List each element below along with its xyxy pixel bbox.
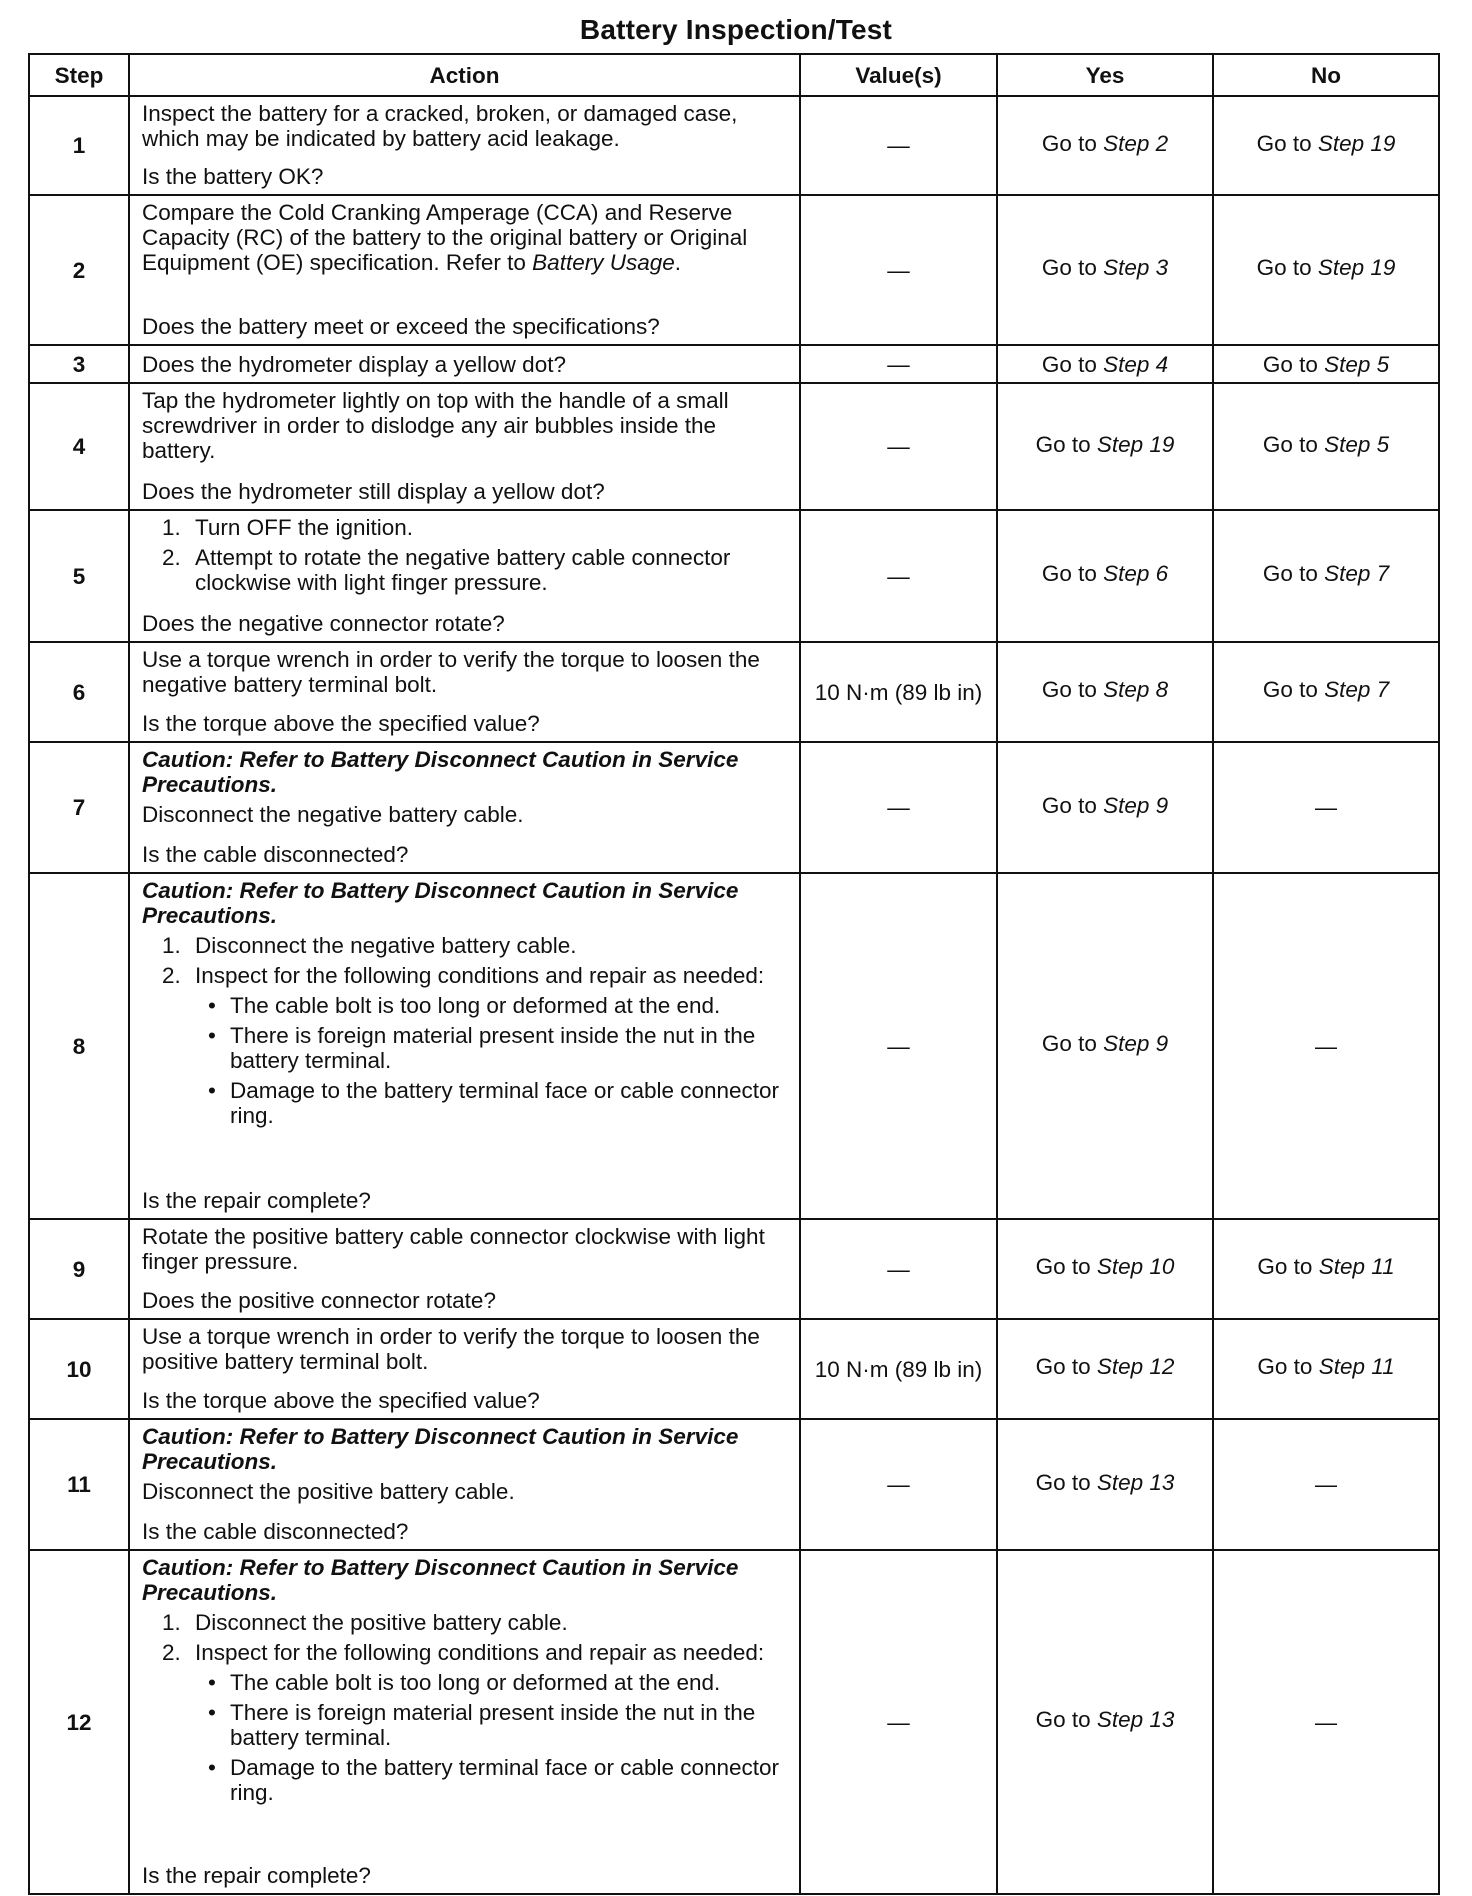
numbered-step bbox=[142, 1640, 789, 1665]
value-cell: — bbox=[800, 1550, 997, 1894]
value-cell: — bbox=[800, 1419, 997, 1550]
goto-prefix: Go to bbox=[1035, 431, 1091, 457]
goto-yes-link[interactable] bbox=[1036, 1254, 1175, 1284]
bullet-item bbox=[142, 1700, 789, 1750]
goto-no-link[interactable] bbox=[1263, 432, 1389, 462]
action-content bbox=[130, 643, 799, 741]
action-content bbox=[130, 874, 799, 1218]
step-number: 5 bbox=[29, 510, 129, 642]
numbered-step-text: Inspect for the following conditions and repair as needed: bbox=[195, 963, 765, 988]
instruction-text-body: Inspect the battery for a cracked, broken, or damaged case, which may be indicated by battery acid leakage. bbox=[142, 101, 738, 151]
goto-prefix: Go to bbox=[1041, 792, 1097, 818]
bullet-item-text: There is foreign material present inside the nut in the battery terminal. bbox=[230, 1023, 756, 1073]
caution-note: Caution: Refer to Battery Disconnect Caution in Service Precautions. bbox=[142, 1555, 739, 1605]
goto-prefix: Go to bbox=[1262, 431, 1318, 457]
yes-cell bbox=[997, 1319, 1213, 1419]
bullet-icon: • bbox=[208, 993, 216, 1018]
table-row bbox=[29, 742, 1439, 873]
instruction-text-end: . bbox=[674, 250, 682, 275]
action-cell bbox=[129, 873, 800, 1219]
goto-yes-link[interactable] bbox=[1042, 677, 1168, 707]
yes-cell bbox=[997, 1219, 1213, 1319]
numbered-step-text: Turn OFF the ignition. bbox=[195, 515, 414, 540]
question-text: Does the positive connector rotate? bbox=[142, 1288, 496, 1313]
goto-no-link[interactable] bbox=[1257, 131, 1396, 161]
goto-prefix: Go to bbox=[1041, 130, 1097, 156]
table-row bbox=[29, 345, 1439, 383]
action-content bbox=[130, 1551, 799, 1893]
no-cell bbox=[1213, 345, 1439, 383]
action-content bbox=[130, 384, 799, 509]
action-cell bbox=[129, 96, 800, 195]
no-cell bbox=[1213, 96, 1439, 195]
goto-prefix: Go to bbox=[1041, 677, 1097, 702]
action-cell bbox=[129, 510, 800, 642]
question-text: Does the battery meet or exceed the specifications? bbox=[142, 314, 660, 339]
goto-step-ref: Step 4 bbox=[1103, 351, 1169, 377]
column-header-values: Value(s) bbox=[800, 54, 997, 96]
bullet-item bbox=[142, 1755, 789, 1805]
bullet-item bbox=[142, 993, 789, 1018]
instruction-text-body: Disconnect the positive battery cable. bbox=[142, 1479, 515, 1504]
step-number: 4 bbox=[29, 383, 129, 510]
action-instructions bbox=[142, 200, 789, 275]
goto-step-ref: Step 6 bbox=[1103, 561, 1169, 586]
step-number: 7 bbox=[29, 742, 129, 873]
table-row bbox=[29, 1219, 1439, 1319]
goto-prefix: Go to bbox=[1256, 130, 1312, 156]
question-text: Does the hydrometer still display a yellow dot? bbox=[142, 479, 605, 504]
instruction-text-body: Tap the hydrometer lightly on top with the handle of a small screwdriver in order to dislodge any air bubbles inside the battery. bbox=[142, 388, 729, 463]
question-text: Is the torque above the specified value? bbox=[142, 711, 540, 736]
goto-prefix: Go to bbox=[1262, 561, 1318, 586]
instruction-text bbox=[142, 1324, 789, 1374]
goto-yes-link[interactable] bbox=[1042, 352, 1168, 377]
table-header-row bbox=[29, 54, 1439, 96]
goto-step-ref: Step 10 bbox=[1096, 1254, 1175, 1279]
caution-note: Caution: Refer to Battery Disconnect Caution in Service Precautions. bbox=[142, 747, 739, 797]
action-content bbox=[130, 1320, 799, 1418]
no-cell bbox=[1213, 642, 1439, 742]
caution-note: Caution: Refer to Battery Disconnect Caution in Service Precautions. bbox=[142, 878, 739, 928]
value-cell: — bbox=[800, 345, 997, 383]
goto-step-ref: Step 13 bbox=[1096, 1707, 1175, 1732]
no-cell bbox=[1213, 1419, 1439, 1550]
no-cell bbox=[1213, 383, 1439, 510]
table-row bbox=[29, 1319, 1439, 1419]
action-cell bbox=[129, 1219, 800, 1319]
question-text: Does the hydrometer display a yellow dot? bbox=[142, 351, 566, 377]
instruction-text bbox=[142, 388, 789, 463]
question-text: Is the battery OK? bbox=[142, 164, 324, 189]
yes-cell bbox=[997, 195, 1213, 345]
action-content bbox=[130, 196, 799, 344]
goto-yes-link[interactable] bbox=[1036, 1707, 1175, 1737]
goto-no-link[interactable] bbox=[1263, 677, 1389, 707]
yes-cell bbox=[997, 642, 1213, 742]
column-header-yes: Yes bbox=[997, 54, 1213, 96]
goto-yes-link[interactable] bbox=[1042, 561, 1168, 591]
column-header-action: Action bbox=[129, 54, 800, 96]
goto-prefix: Go to bbox=[1035, 1469, 1091, 1495]
caution-note: Caution: Refer to Battery Disconnect Caution in Service Precautions. bbox=[142, 1424, 739, 1474]
bullet-item-text: Damage to the battery terminal face or cable connector ring. bbox=[230, 1755, 780, 1805]
action-instructions bbox=[142, 388, 789, 463]
yes-cell bbox=[997, 383, 1213, 510]
instruction-text bbox=[142, 101, 789, 151]
action-content bbox=[130, 1420, 799, 1549]
goto-step-ref: Step 13 bbox=[1096, 1469, 1175, 1495]
value-cell: 10 N·m (89 lb in) bbox=[800, 642, 997, 742]
step-number: 11 bbox=[29, 1419, 129, 1550]
bullet-item-text: The cable bolt is too long or deformed at the end. bbox=[230, 1670, 721, 1695]
goto-prefix: Go to bbox=[1035, 1254, 1091, 1279]
goto-step-ref: Step 19 bbox=[1096, 431, 1175, 457]
yes-cell bbox=[997, 1419, 1213, 1550]
numbered-step bbox=[142, 515, 789, 540]
value-cell: — bbox=[800, 96, 997, 195]
yes-cell bbox=[997, 873, 1213, 1219]
no-cell bbox=[1213, 1550, 1439, 1894]
value-cell: — bbox=[800, 383, 997, 510]
action-instructions bbox=[142, 747, 789, 827]
goto-yes-link[interactable] bbox=[1042, 255, 1168, 285]
no-dash: — bbox=[1315, 1033, 1337, 1059]
action-cell bbox=[129, 383, 800, 510]
goto-no-link[interactable] bbox=[1263, 561, 1389, 591]
value-cell: — bbox=[800, 1219, 997, 1319]
action-instructions bbox=[142, 1324, 789, 1374]
action-cell bbox=[129, 345, 800, 383]
action-content bbox=[130, 1220, 799, 1318]
action-content bbox=[130, 97, 799, 194]
goto-yes-link[interactable] bbox=[1042, 1031, 1168, 1061]
numbered-step bbox=[142, 963, 789, 988]
bullet-item-text: There is foreign material present inside the nut in the battery terminal. bbox=[230, 1700, 756, 1750]
instruction-text bbox=[142, 647, 789, 697]
action-instructions bbox=[142, 515, 789, 595]
value-cell: — bbox=[800, 742, 997, 873]
goto-no-link[interactable] bbox=[1257, 1254, 1394, 1284]
instruction-text-body: Use a torque wrench in order to verify the torque to loosen the positive battery terminal bolt. bbox=[142, 1324, 760, 1374]
step-number-label: 1. bbox=[162, 515, 181, 540]
goto-step-ref: Step 3 bbox=[1103, 255, 1169, 280]
goto-step-ref: Step 9 bbox=[1103, 792, 1169, 818]
instruction-text-body: Disconnect the negative battery cable. bbox=[142, 802, 524, 827]
goto-step-ref: Step 19 bbox=[1317, 255, 1396, 280]
numbered-step bbox=[142, 1610, 789, 1635]
goto-yes-link[interactable] bbox=[1036, 432, 1175, 462]
goto-step-ref: Step 11 bbox=[1318, 1254, 1395, 1279]
page-title: Battery Inspection/Test bbox=[579, 14, 893, 45]
battery-test-table bbox=[28, 53, 1440, 1895]
goto-step-ref: Step 7 bbox=[1324, 561, 1390, 586]
action-instructions bbox=[142, 1224, 789, 1274]
goto-step-ref: Step 11 bbox=[1318, 1354, 1395, 1379]
step-number: 3 bbox=[29, 345, 129, 383]
goto-prefix: Go to bbox=[1035, 1354, 1091, 1379]
goto-yes-link[interactable] bbox=[1036, 1470, 1175, 1500]
action-instructions bbox=[142, 1424, 789, 1504]
goto-no-link[interactable] bbox=[1257, 1354, 1394, 1384]
table-row bbox=[29, 383, 1439, 510]
value-cell: — bbox=[800, 510, 997, 642]
instruction-text bbox=[142, 1479, 789, 1504]
goto-prefix: Go to bbox=[1035, 1707, 1091, 1732]
goto-prefix: Go to bbox=[1262, 677, 1318, 702]
goto-step-ref: Step 7 bbox=[1324, 677, 1390, 702]
step-number: 9 bbox=[29, 1219, 129, 1319]
step-number-label: 2. bbox=[162, 545, 181, 570]
numbered-step bbox=[142, 545, 789, 595]
numbered-step-text: Disconnect the negative battery cable. bbox=[195, 933, 577, 958]
question-text: Does the negative connector rotate? bbox=[142, 611, 505, 636]
value-cell: 10 N·m (89 lb in) bbox=[800, 1319, 997, 1419]
question-text: Is the torque above the specified value? bbox=[142, 1388, 540, 1413]
reference-link: Battery Usage bbox=[532, 250, 675, 275]
question-text: Is the repair complete? bbox=[142, 1863, 371, 1888]
bullet-icon: • bbox=[208, 1078, 216, 1103]
instruction-text-body: Compare the Cold Cranking Amperage (CCA) and Reserve Capacity (RC) of the battery to the original battery or Original Equipment (OE) specification. Refer to bbox=[142, 200, 748, 275]
action-instructions bbox=[142, 101, 789, 151]
action-cell bbox=[129, 1419, 800, 1550]
table-row bbox=[29, 873, 1439, 1219]
goto-no-link[interactable] bbox=[1263, 352, 1389, 377]
action-cell bbox=[129, 195, 800, 345]
action-cell bbox=[129, 1550, 800, 1894]
yes-cell bbox=[997, 510, 1213, 642]
bullet-item bbox=[142, 1023, 789, 1073]
table-row bbox=[29, 510, 1439, 642]
yes-cell bbox=[997, 345, 1213, 383]
value-cell: — bbox=[800, 195, 997, 345]
goto-prefix: Go to bbox=[1256, 255, 1312, 280]
action-instructions bbox=[142, 647, 789, 697]
action-content bbox=[130, 511, 799, 641]
goto-prefix: Go to bbox=[1041, 1031, 1097, 1056]
table-row bbox=[29, 96, 1439, 195]
goto-no-link[interactable] bbox=[1257, 255, 1396, 285]
instruction-text bbox=[142, 200, 789, 275]
no-dash: — bbox=[1315, 1472, 1337, 1497]
bullet-icon: • bbox=[208, 1700, 216, 1725]
yes-cell bbox=[997, 1550, 1213, 1894]
question-text: Is the cable disconnected? bbox=[142, 842, 409, 867]
yes-cell bbox=[997, 742, 1213, 873]
step-number: 8 bbox=[29, 873, 129, 1219]
bullet-item bbox=[142, 1670, 789, 1695]
step-number-label: 2. bbox=[162, 963, 181, 988]
instruction-text-body: Use a torque wrench in order to verify the torque to loosen the negative battery terminal bolt. bbox=[142, 647, 760, 697]
numbered-step-text: Attempt to rotate the negative battery cable connector clockwise with light finger pressure. bbox=[195, 545, 731, 595]
goto-prefix: Go to bbox=[1041, 561, 1097, 586]
goto-step-ref: Step 9 bbox=[1103, 1031, 1169, 1056]
goto-step-ref: Step 5 bbox=[1324, 431, 1390, 457]
step-number: 1 bbox=[29, 96, 129, 195]
goto-step-ref: Step 2 bbox=[1103, 130, 1169, 156]
goto-prefix: Go to bbox=[1041, 351, 1097, 377]
no-dash: — bbox=[1315, 1709, 1337, 1735]
value-cell: — bbox=[800, 873, 997, 1219]
no-cell bbox=[1213, 1219, 1439, 1319]
no-dash: — bbox=[1315, 795, 1337, 820]
question-text: Is the cable disconnected? bbox=[142, 1519, 409, 1544]
no-cell bbox=[1213, 873, 1439, 1219]
goto-step-ref: Step 8 bbox=[1103, 677, 1169, 702]
numbered-step bbox=[142, 933, 789, 958]
action-instructions bbox=[142, 1555, 789, 1805]
action-instructions bbox=[142, 878, 789, 1128]
table-row bbox=[29, 642, 1439, 742]
action-content bbox=[130, 743, 799, 872]
bullet-icon: • bbox=[208, 1023, 216, 1048]
bullet-item-text: Damage to the battery terminal face or cable connector ring. bbox=[230, 1078, 780, 1128]
step-number-label: 1. bbox=[162, 933, 181, 958]
table-body bbox=[29, 96, 1439, 1894]
numbered-step-text: Disconnect the positive battery cable. bbox=[195, 1610, 568, 1635]
goto-prefix: Go to bbox=[1262, 351, 1318, 377]
action-cell bbox=[129, 642, 800, 742]
goto-prefix: Go to bbox=[1257, 1254, 1313, 1279]
bullet-icon: • bbox=[208, 1755, 216, 1780]
instruction-text-body: Rotate the positive battery cable connector clockwise with light finger pressure. bbox=[142, 1224, 765, 1274]
instruction-text bbox=[142, 802, 789, 827]
column-header-no: No bbox=[1213, 54, 1439, 96]
no-cell bbox=[1213, 510, 1439, 642]
table-row bbox=[29, 1550, 1439, 1894]
bullet-icon: • bbox=[208, 1670, 216, 1695]
table-row bbox=[29, 1419, 1439, 1550]
goto-yes-link[interactable] bbox=[1042, 131, 1168, 161]
no-cell bbox=[1213, 195, 1439, 345]
step-number: 10 bbox=[29, 1319, 129, 1419]
step-number: 6 bbox=[29, 642, 129, 742]
numbered-step-text: Inspect for the following conditions and repair as needed: bbox=[195, 1640, 765, 1665]
bullet-item bbox=[142, 1078, 789, 1128]
goto-prefix: Go to bbox=[1257, 1354, 1313, 1379]
question-text: Is the repair complete? bbox=[142, 1188, 371, 1213]
goto-yes-link[interactable] bbox=[1042, 793, 1168, 823]
action-cell bbox=[129, 742, 800, 873]
step-number: 12 bbox=[29, 1550, 129, 1894]
bullet-item-text: The cable bolt is too long or deformed at the end. bbox=[230, 993, 721, 1018]
yes-cell bbox=[997, 96, 1213, 195]
step-number: 2 bbox=[29, 195, 129, 345]
no-cell bbox=[1213, 742, 1439, 873]
goto-prefix: Go to bbox=[1041, 255, 1097, 280]
step-number-label: 2. bbox=[162, 1640, 181, 1665]
action-cell bbox=[129, 1319, 800, 1419]
goto-step-ref: Step 12 bbox=[1096, 1354, 1175, 1379]
goto-yes-link[interactable] bbox=[1036, 1354, 1175, 1384]
action-content bbox=[130, 346, 799, 382]
goto-step-ref: Step 5 bbox=[1324, 351, 1390, 377]
no-cell bbox=[1213, 1319, 1439, 1419]
table-row bbox=[29, 195, 1439, 345]
step-number-label: 1. bbox=[162, 1610, 181, 1635]
instruction-text bbox=[142, 1224, 789, 1274]
column-header-step: Step bbox=[29, 54, 129, 96]
goto-step-ref: Step 19 bbox=[1317, 130, 1396, 156]
